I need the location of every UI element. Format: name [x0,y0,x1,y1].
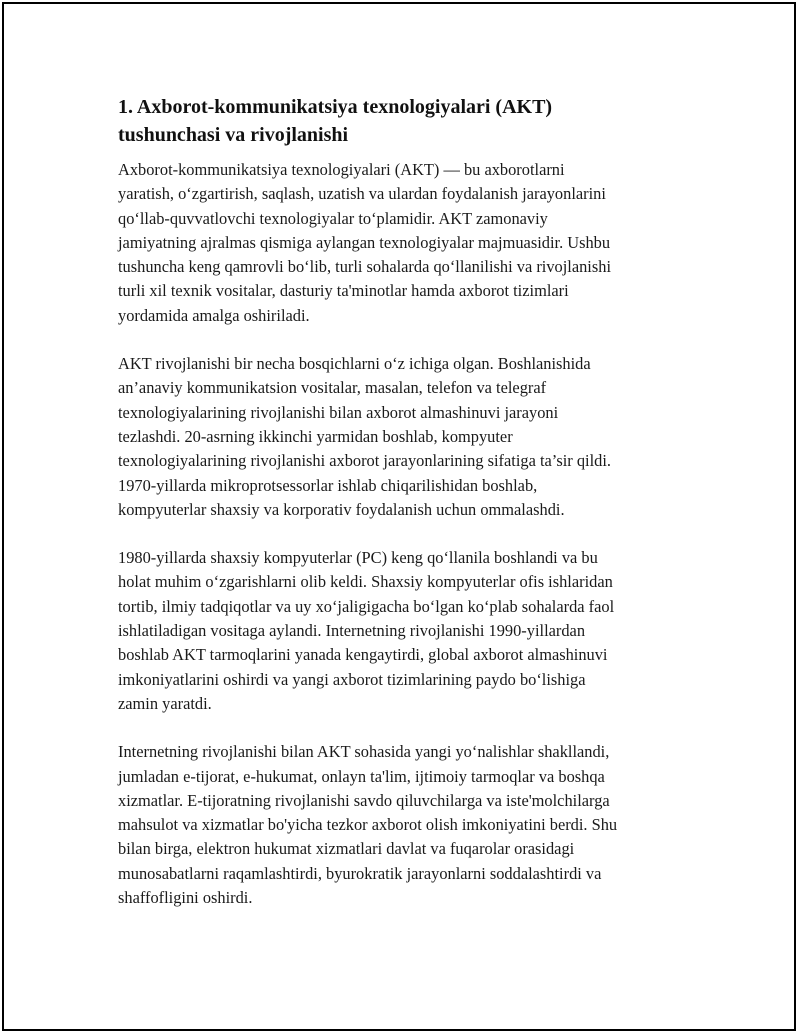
paragraph-internet-services: Internetning rivojlanishi bilan AKT sohasida yangi yo‘nalishlar shakllandi, jumladan e-tijorat, e-hukumat, onlayn ta'lim, ijtimoiy tarmoqlar va boshqa xizmatlar. E-tijoratning rivojlanishi savdo qiluvchilarga va iste'molchilarga mahsulot va xizmatlar bo'yicha tezkor axborot olish imkoniyatini berdi. Shu bilan birga, elektron hukumat xizmatlari davlat va fuqarolar orasidagi munosabatlarni raqamlashtirdi, byurokratik jarayonlarni soddalashtirdi va shaffofligini oshirdi. [118,742,618,908]
paragraph-akt-history: AKT rivojlanishi bir necha bosqichlarni o‘z ichiga olgan. Boshlanishida an’anaviy kommunikatsion vositalar, masalan, telefon va telegraf texnologiyalarining rivojlanishi bilan axborot almashinuvi jarayoni tezlashdi. 20-asrning ikkinchi yarmidan boshlab, kompyuter texnologiyalarining rivojlanishi axborot jarayonlarining sifatiga ta’sir qildi. 1970-yillarda mikroprotsessorlar ishlab chiqarilishidan boshlab, kompyuterlar shaxsiy va korporativ foydalanish uchun ommalashdi. [118,354,611,519]
paragraph-akt-definition: Axborot-kommunikatsiya texnologiyalari (AKT) — bu axborotlarni yaratish, o‘zgartirish, saqlash, uzatish va ulardan foydalanish jarayonlarini qo‘llab-quvvatlovchi texnologiyalar to‘plamidir. AKT zamonaviy jamiyatning ajralmas qismiga aylangan texnologiyalar majmuasidir. Ushbu tushuncha keng qamrovli bo‘lib, turli sohalarda qo‘llanilishi va rivojlanishi turli xil texnik vositalar, dasturiy ta'minotlar hamda axborot tizimlari yordamida amalga oshiriladi. [118,160,611,325]
paragraph-personal-computers: 1980-yillarda shaxsiy kompyuterlar (PC) keng qo‘llanila boshlandi va bu holat muhim o‘zgarishlarni olib keldi. Shaxsiy kompyuterlar ofis ishlaridan tortib, ilmiy tadqiqotlar va uy xo‘jaligigacha bo‘lgan ko‘plab sohalarda faol ishlatiladigan vositaga aylandi. Internetning rivojlanishi 1990-yillardan boshlab AKT tarmoqlarini yanada kengaytirdi, global axborot almashinuvi imkoniyatlarini oshirdi va yangi axborot tizimlarining paydo bo‘lishiga zamin yaratdi. [118,548,615,713]
document-body [118,93,688,934]
section-heading: 1. Axborot-kommunikatsiya texnologiyalari (AKT) tushunchasi va rivojlanishi [118,96,553,146]
